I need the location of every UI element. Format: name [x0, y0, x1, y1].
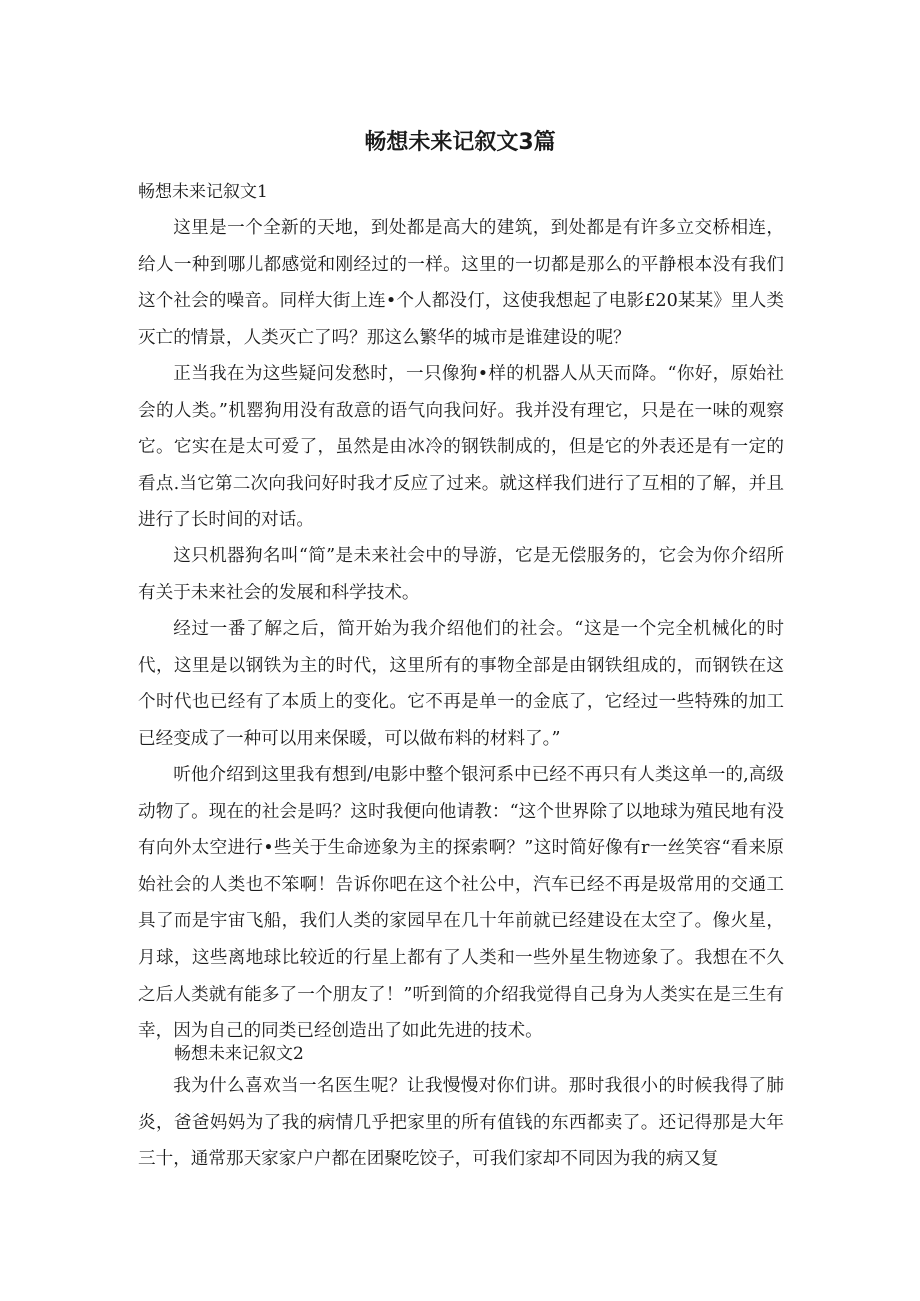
- document-title: 畅想未来记叙文3篇: [364, 130, 556, 155]
- section-1-paragraph-1: 这里是一个全新的天地，到处都是高大的建筑，到处都是有许多立交桥相连，给人一种到哪儿都感觉和刚经过的一样。这里的一切都是那么的平静根本没有我们这个社会的噪音。同样大街上连•个人都没仃，这使我想起了电影£20某某》里人类灭亡的情景，人类灭亡了吗？那这么繁华的城市是谁建设的呢？: [138, 218, 784, 348]
- section-1-paragraph-5: 听他介绍到这里我有想到/电影中整个银河系中已经不再只有人类这单一的,高级动物了。现在的社会是吗？这时我便向他请教：“这个世界除了以地球为殖民地有没有向外太空进行•些关于生命迹象为主的探索啊？”这时简好像有r一丝笑容“看来原始社会的人类也不笨啊！告诉你吧在这个社公中，汽车已经不再是圾常用的交通工具了而是宇宙飞船，我们人类的家园早在几十年前就已经建设在太空了。像火星，月球，这些离地球比较近的行星上都有了人类和一些外星生物迹象了。我想在不久之后人类就有能多了一个朋友了！”听到简的介绍我觉得自己身为人类实在是三生有幸，因为自己的同类已经创造出了如此先进的技术。: [138, 765, 784, 1042]
- section-2-heading: 畅想未来记叙文2: [174, 1044, 304, 1064]
- section-1-heading: 畅想未来记叙文1: [138, 182, 268, 202]
- section-1-paragraph-3: 这只机器狗名叫“简”是未来社会中的导游，它是无偿服务的，它会为你介绍所有关于未来社会的发展和科学技术。: [138, 546, 784, 603]
- section-1-paragraph-4: 经过一番了解之后，简开始为我介绍他们的社会。“这是一个完全机械化的时代，这里是以钢铁为主的时代，这里所有的事物全部是由钢铁组成的，而钢铁在这个时代也已经有了本质上的变化。它不再是单一的金底了，它经过一些特殊的加工已经变成了一种可以用来保暖，可以做布料的材料了。”: [138, 619, 784, 749]
- section-1-paragraph-2: 正当我在为这些疑问发愁时，一只像狗•样的机器人从天而降。“你好，原始社会的人类。”机罂狗用没有敌意的语气向我问好。我并没有理它，只是在一味的观察它。它实在是太可爱了，虽然是由冰冷的钢铁制成的，但是它的外表还是有一定的看点.当它第二次向我问好时我才反应了过来。就这样我们进行了互相的了解，并且进行了长时间的对话。: [138, 364, 784, 531]
- section-2-paragraph-1: 我为什么喜欢当一名医生呢？让我慢慢对你们讲。那时我很小的时候我得了肺炎，爸爸妈妈为了我的病情几乎把家里的所有值钱的东西都卖了。还记得那是大年三十，通常那天家家户户都在团聚吃饺子，可我们家却不同因为我的病又复: [138, 1076, 784, 1170]
